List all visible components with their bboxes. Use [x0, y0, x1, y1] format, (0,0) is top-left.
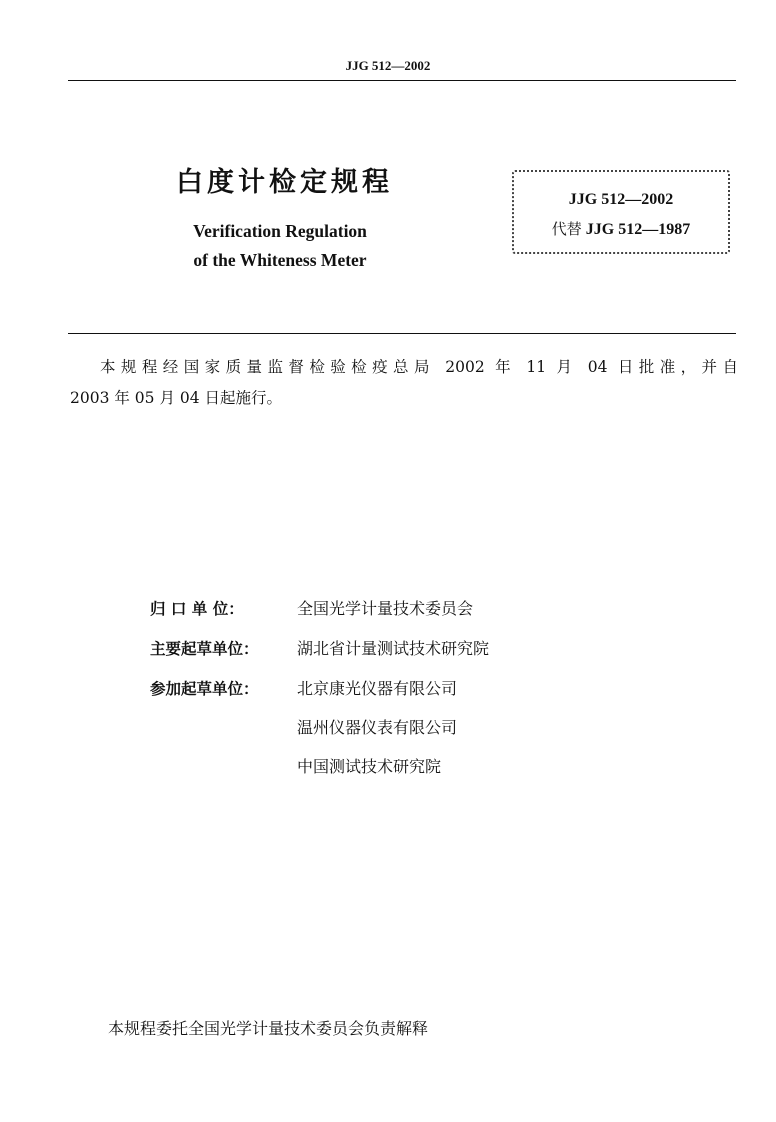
document-code-header: JJG 512—2002 [345, 58, 431, 73]
replaces-prefix: 代替 [551, 220, 582, 238]
main-drafter-label: 主要起草单位： [150, 640, 259, 658]
participating-drafter-2: 温州仪器仪表有限公司 [297, 718, 458, 737]
main-drafter-value: 湖北省计量测试技术研究院 [297, 639, 490, 658]
title-english-line1: Verification Regulation [193, 221, 367, 241]
title-chinese: 白度计检定规程 [176, 167, 393, 198]
title-section-rule [68, 333, 736, 334]
code-box-code [512, 191, 730, 209]
code-box-replaces [512, 218, 730, 239]
code-box-border [512, 170, 730, 254]
title-english-line2: of the Whiteness Meter [193, 250, 367, 270]
participating-drafter-1: 北京康光仪器有限公司 [297, 679, 458, 698]
responsible-unit-value: 全国光学计量技术委员会 [297, 599, 474, 618]
current-code: JJG 512—2002 [568, 191, 674, 208]
responsible-unit-label: 归 口 单 位： [150, 600, 244, 618]
header-rule [68, 80, 736, 81]
replaced-code: JJG 512—1987 [585, 221, 691, 238]
approval-line2: 2003 年 05 月 04 日起施行。 [70, 389, 283, 407]
approval-line1: 本规程经国家质量监督检验检疫总局 2002 年 11 月 04 日批准，并自 [100, 358, 738, 376]
participating-drafter-label: 参加起草单位： [150, 680, 259, 698]
approval-paragraph [70, 352, 738, 414]
participating-drafter-3: 中国测试技术研究院 [297, 757, 442, 776]
interpretation-note: 本规程委托全国光学计量技术委员会负责解释 [108, 1019, 429, 1038]
